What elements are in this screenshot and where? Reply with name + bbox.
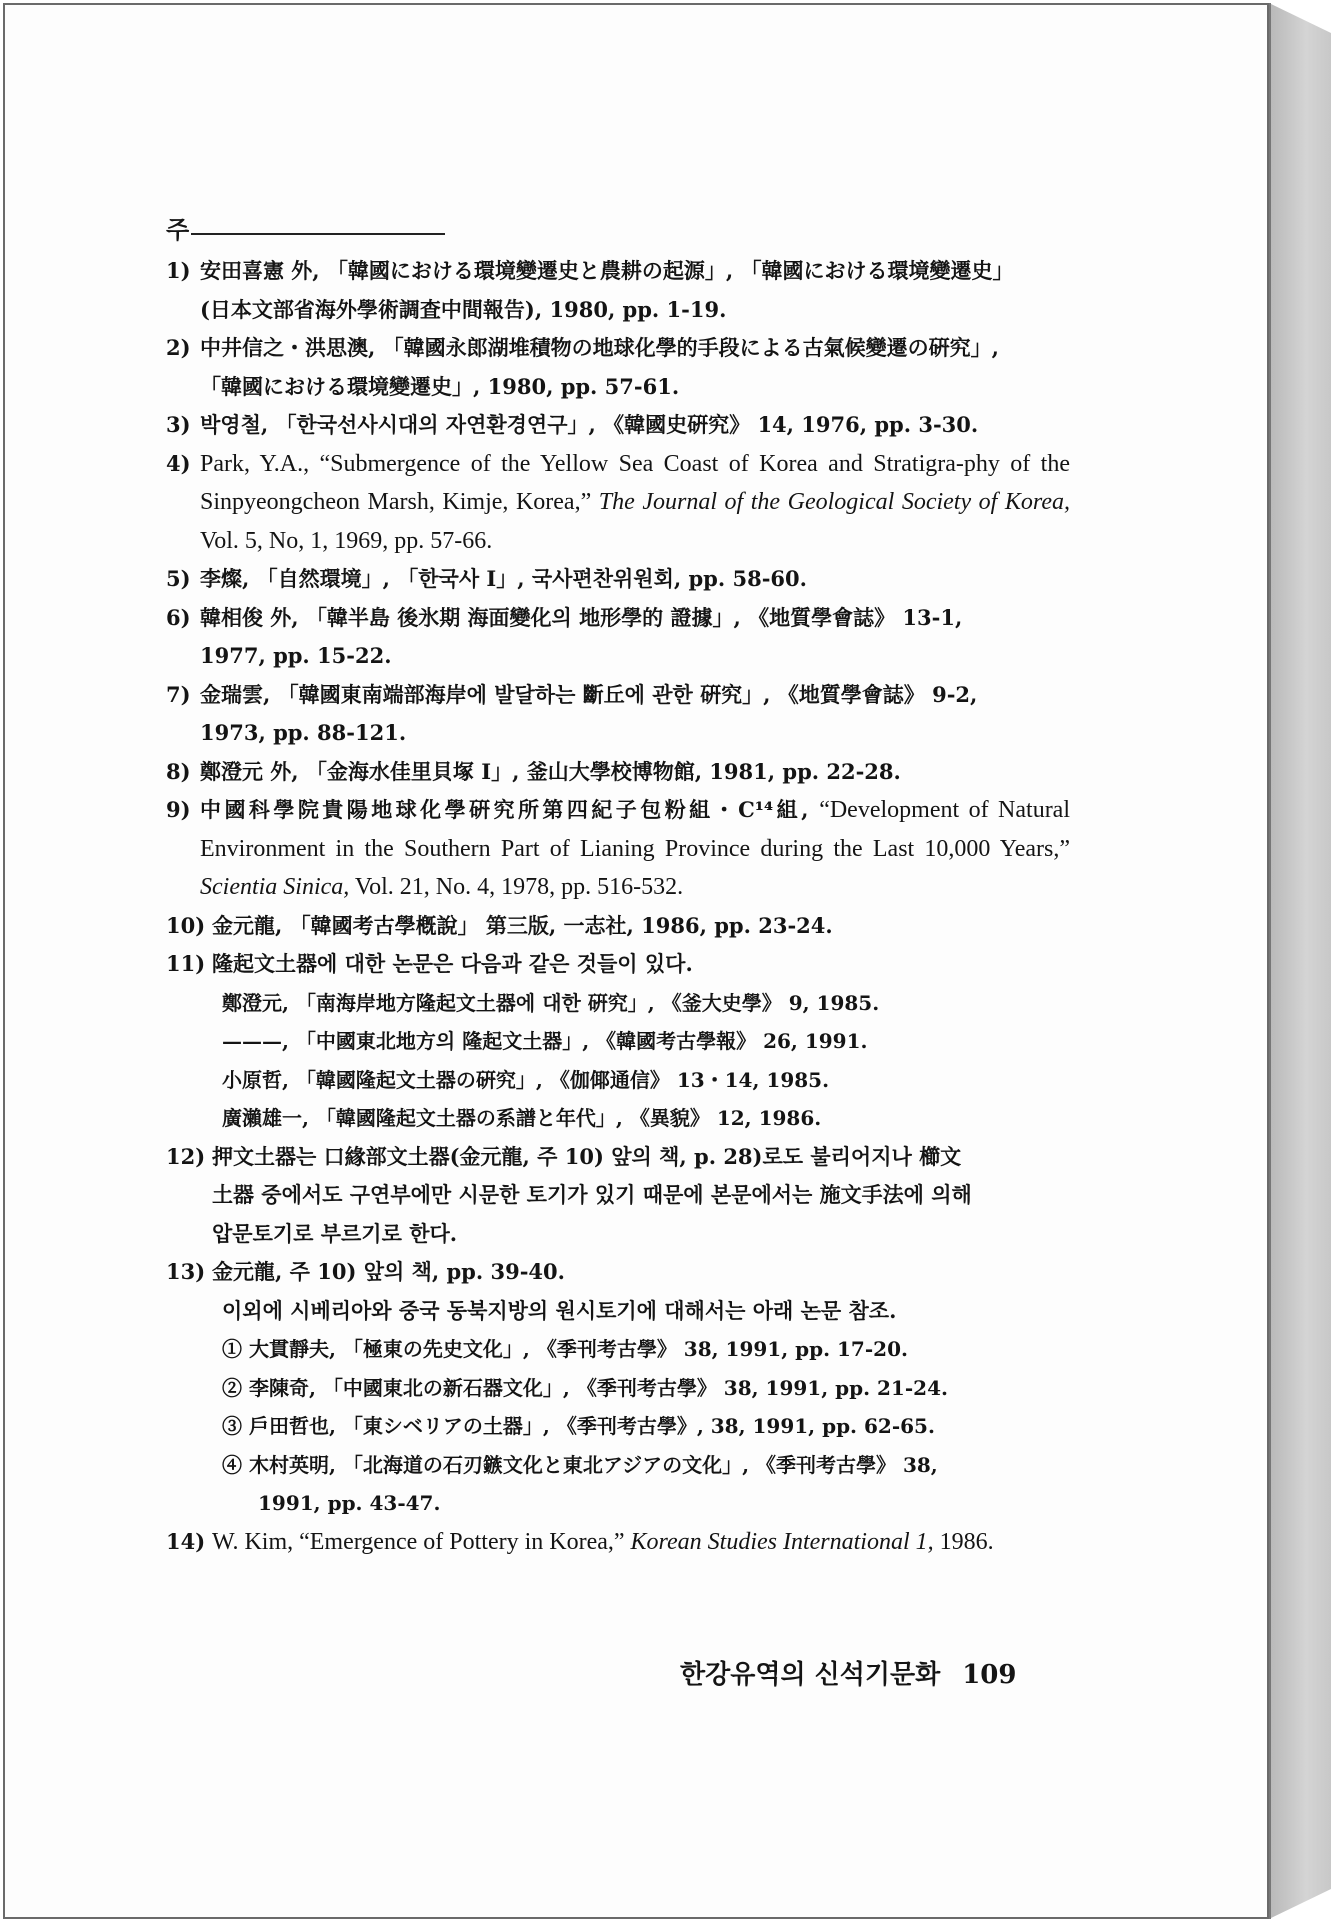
running-footer	[680, 1654, 1017, 1691]
footnote-line: 隆起文土器에 대한 논문은 다음과 같은 것들이 있다.	[212, 951, 693, 976]
footnote-text-part: 1986.	[933, 1528, 994, 1555]
footnote-text-part: “Development of Natural Environment in the Southern Part of Lianing Province during the Last 10,000 Years,”	[200, 797, 1071, 862]
footnotes-section	[166, 212, 1070, 1561]
footnote-13	[166, 1253, 1070, 1523]
footnote-12	[166, 1138, 1070, 1254]
notes-heading-rule	[191, 233, 445, 235]
footnote-sub-reference: 鄭澄元, 「南海岸地方隆起文土器에 대한 硏究」, 《釜大史學》 9, 1985.	[222, 990, 880, 1015]
footnote-5	[166, 560, 1070, 599]
footnote-11	[166, 945, 1070, 1138]
footnote-number: 1)	[166, 258, 191, 283]
footnote-sub-reference: ④ 木村英明, 「北海道の石刃鏃文化と東北アジアの文化」, 《季刊考古學》 38,	[222, 1452, 938, 1477]
footnote-sub-reference: 廣瀨雄一, 「韓國隆起文土器の系譜と年代」, 《異貌》 12, 1986.	[222, 1106, 822, 1130]
footnote-line: 「韓國における環境變遷史」, 1980, pp. 57-61.	[200, 373, 680, 399]
footnote-text	[200, 791, 1070, 907]
footnote-1	[166, 252, 1070, 329]
footnote-sub-reference: ———, 「中國東北地方의 隆起文土器」, 《韓國考古學報》 26, 1991.	[222, 1029, 868, 1053]
footnote-number: 14)	[166, 1528, 206, 1554]
footnote-10	[166, 907, 1070, 946]
footnote-line: 李燦, 「自然環境」, 「한국사 Ⅰ」, 국사편찬위원회, pp. 58-60.	[200, 566, 807, 591]
footnote-7	[166, 676, 1070, 753]
footnote-number: 9)	[166, 797, 191, 822]
footnote-sub-reference: 小原哲, 「韓國隆起文土器の硏究」, 《伽倻通信》 13・14, 1985.	[222, 1067, 830, 1092]
footnote-4	[166, 445, 1070, 561]
footnote-sub-reference: ② 李陳奇, 「中國東北の新石器文化」, 《季刊考古學》 38, 1991, pp. 21-24.	[222, 1375, 948, 1400]
journal-title: Scientia Sinica,	[200, 874, 350, 900]
footnote-number: 8)	[166, 758, 191, 784]
journal-title: Korean Studies International 1,	[630, 1528, 934, 1555]
footnote-text-part: Vol. 21, No. 4, 1978, pp. 516-532.	[349, 874, 684, 900]
footnote-line: 金元龍, 주 10) 앞의 책, pp. 39-40.	[212, 1259, 565, 1284]
notes-heading	[166, 212, 1070, 248]
footnote-text-part: Vol. 5, No, 1, 1969, pp. 57-66.	[200, 527, 493, 554]
footnote-2	[166, 329, 1070, 406]
footnote-number: 11)	[166, 951, 206, 976]
footnote-line: (日本文部省海外學術調査中間報告), 1980, pp. 1-19.	[200, 296, 727, 322]
footnote-text-part: Park, Y.A., “Submergence of the Yellow Sea Coast of Korea and Stratigra-phy of the Sinpyeongcheon Marsh, Kimje, Korea,”	[200, 450, 1070, 515]
footnote-text-part: W. Kim, “Emergence of Pottery in Korea,”	[212, 1528, 631, 1555]
footnote-number: 10)	[166, 912, 206, 938]
footnote-14	[166, 1523, 1070, 1562]
page-edge-line	[1269, 3, 1271, 1919]
footnote-line: 韓相俊 外, 「韓半島 後氷期 海面變化의 地形學的 證據」, 《地質學會誌》 13-1,	[200, 604, 963, 630]
footnote-line: 1973, pp. 88-121.	[200, 720, 407, 745]
footnote-8	[166, 753, 1070, 792]
running-footer-title: 한강유역의 신석기문화	[680, 1660, 941, 1690]
footnote-number: 6)	[166, 604, 191, 630]
footnote-9	[166, 791, 1070, 907]
notes-heading-label: 주	[166, 216, 190, 244]
footnote-line: 押文土器는 口緣部文土器(金元龍, 주 10) 앞의 책, p. 28)로도 불리어지나 櫛文	[212, 1143, 962, 1169]
footnote-line: 1977, pp. 15-22.	[200, 643, 392, 668]
journal-title: The Journal of the Geological Society of Korea,	[598, 489, 1070, 515]
footnote-number: 13)	[166, 1259, 206, 1284]
footnote-number: 7)	[166, 681, 191, 707]
footnote-line: 박영철, 「한국선사시대의 자연환경연구」, 《韓國史硏究》 14, 1976, pp. 3-30.	[200, 412, 979, 437]
footnote-6	[166, 599, 1070, 676]
footnote-number: 2)	[166, 335, 191, 360]
footnote-number: 5)	[166, 566, 191, 591]
footnote-number: 3)	[166, 412, 191, 437]
page-thickness-edge	[1269, 3, 1331, 1919]
footnote-line: 鄭澄元 外, 「金海水佳里貝塚 Ⅰ」, 釜山大學校博物館, 1981, pp. 22-28.	[200, 758, 901, 784]
footnote-line: 金瑞雲, 「韓國東南端部海岸에 발달하는 斷丘에 관한 硏究」, 《地質學會誌》 9-2,	[200, 681, 978, 707]
footnote-3	[166, 406, 1070, 445]
footnote-line: 土器 중에서도 구연부에만 시문한 토기가 있기 때문에 본문에서는 施文手法에 의해	[212, 1182, 972, 1207]
footnote-number: 12)	[166, 1143, 206, 1169]
page-number: 109	[962, 1660, 1017, 1690]
footnote-sub-reference: ③ 戶田哲也, 「東シベリアの土器」, 《季刊考古學》, 38, 1991, pp. 62-65.	[222, 1414, 935, 1438]
footnote-text	[212, 1523, 1070, 1562]
footnote-sub-reference: 1991, pp. 43-47.	[258, 1491, 441, 1515]
footnote-line: 이외에 시베리아와 중국 동북지방의 원시토기에 대해서는 아래 논문 참조.	[222, 1297, 897, 1323]
footnote-number: 4)	[166, 450, 191, 476]
footnote-line: 金元龍, 「韓國考古學槪說」 第三版, 一志社, 1986, pp. 23-24.	[212, 912, 833, 938]
footnote-text-part: 中國科學院貴陽地球化學硏究所第四紀子包粉組・C¹⁴組,	[200, 797, 820, 822]
footnote-line: 安田喜憲 外, 「韓國における環境變遷史と農耕の起源」, 「韓國における環境變遷史」	[200, 258, 1014, 283]
footnote-sub-reference: ① 大貫靜夫, 「極東の先史文化」, 《季刊考古學》 38, 1991, pp. 17-20.	[222, 1337, 908, 1361]
footnote-line: 압문토기로 부르기로 한다.	[212, 1220, 458, 1246]
footnote-line: 中井信之・洪思澳, 「韓國永郎湖堆積物の地球化學的手段による古氣候變遷の硏究」,	[200, 335, 999, 360]
footnote-text	[200, 445, 1070, 561]
